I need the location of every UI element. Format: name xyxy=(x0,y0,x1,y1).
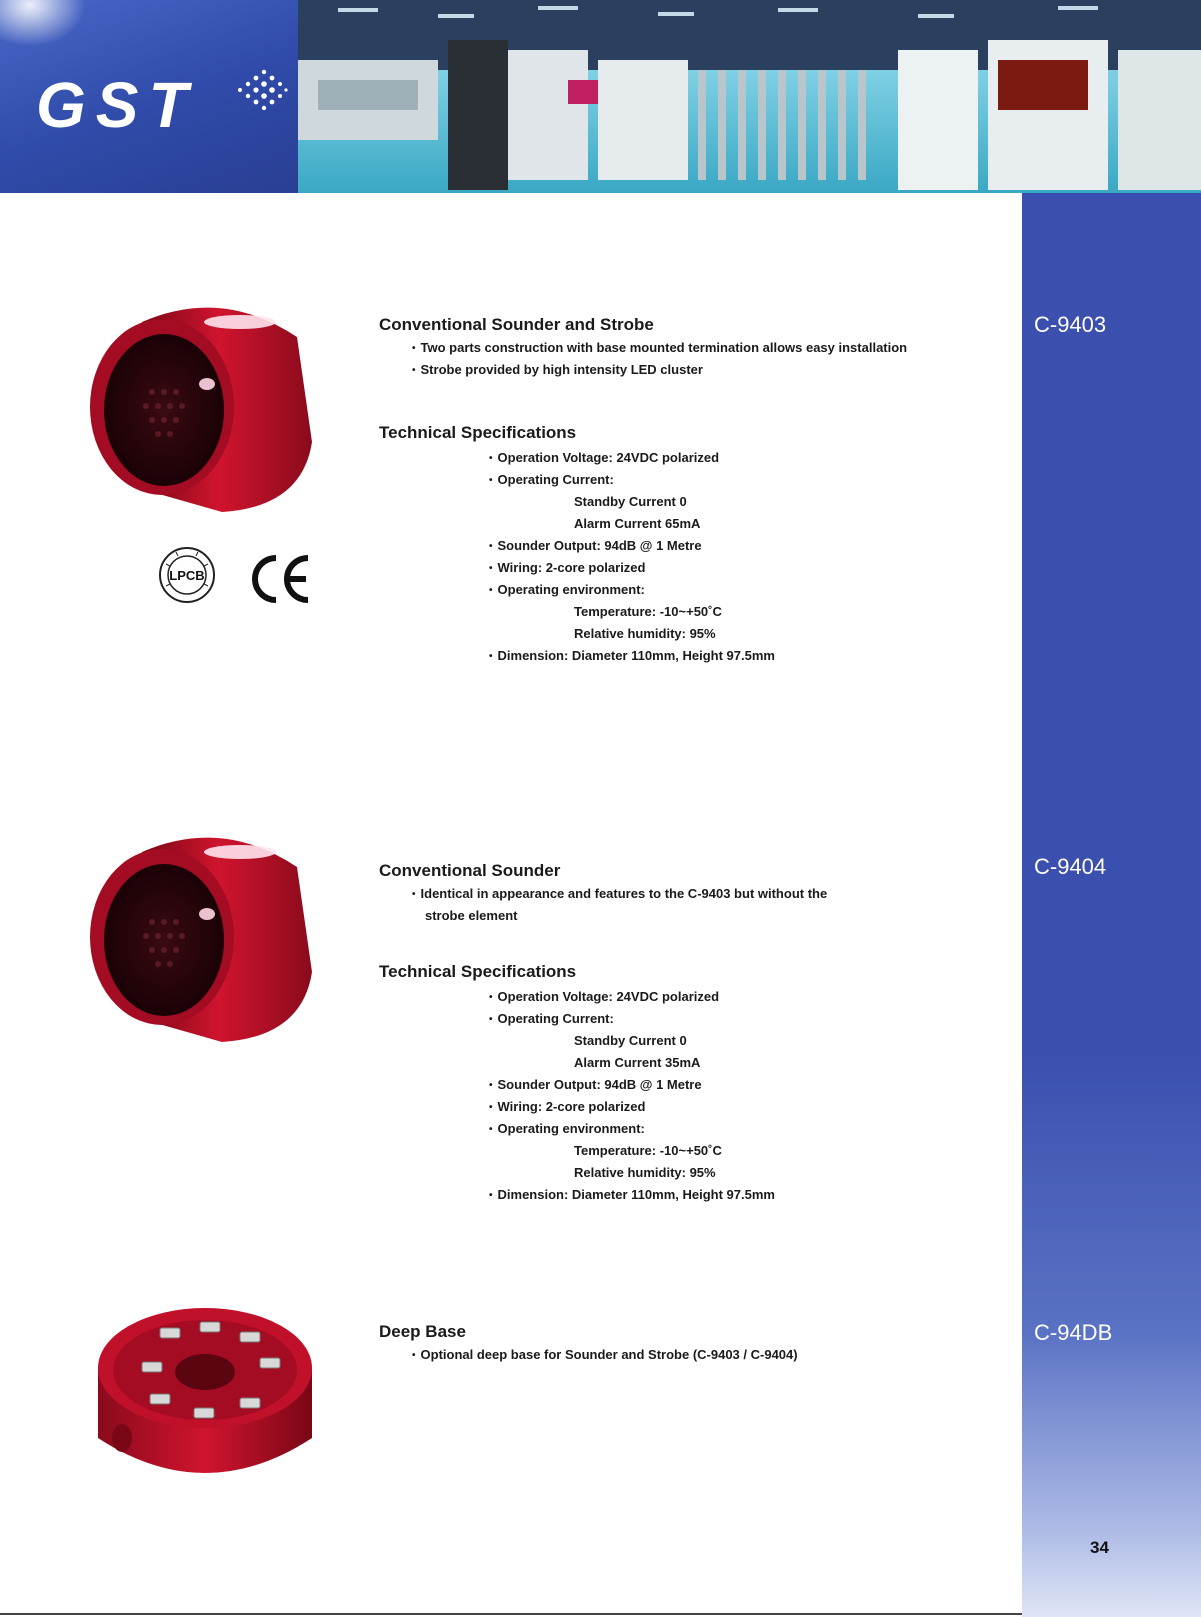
spec-title-c9404: Technical Specifications xyxy=(379,962,577,981)
page-number: 34 xyxy=(1090,1538,1109,1557)
feature-item: • Two parts construction with base mounted termination allows easy installation xyxy=(412,340,908,355)
spec-voltage: • Operation Voltage: 24VDC polarized xyxy=(489,989,720,1004)
gst-logo: GST xyxy=(36,69,198,141)
right-sidebar xyxy=(1022,193,1201,1617)
feature-item: • Strobe provided by high intensity LED cluster xyxy=(412,362,703,377)
spec-dimension: • Dimension: Diameter 110mm, Height 97.5mm xyxy=(489,648,775,663)
sounder-image xyxy=(82,822,322,1052)
svg-text:LPCB: LPCB xyxy=(169,568,205,583)
spec-title-c9403: Technical Specifications xyxy=(379,423,577,442)
feature-item: • Optional deep base for Sounder and Strobe (C-9403 / C-9404) xyxy=(412,1347,798,1362)
page-bottom-rule xyxy=(0,1613,1022,1615)
spec-dimension: • Dimension: Diameter 110mm, Height 97.5mm xyxy=(489,1187,775,1202)
spec-wiring: • Wiring: 2-core polarized xyxy=(489,1099,646,1114)
spec-wiring: • Wiring: 2-core polarized xyxy=(489,560,646,575)
spec-standby: Standby Current 0 xyxy=(574,494,687,509)
spec-environment: • Operating environment: xyxy=(489,1121,645,1136)
spec-output: • Sounder Output: 94dB @ 1 Metre xyxy=(489,1077,702,1092)
spec-output: • Sounder Output: 94dB @ 1 Metre xyxy=(489,538,702,553)
sounder-strobe-image xyxy=(82,292,322,522)
spec-environment: • Operating environment: xyxy=(489,582,645,597)
deep-base-image xyxy=(90,1298,320,1493)
product-code-c94db: C-94DB xyxy=(1034,1320,1113,1345)
feature-item: • Identical in appearance and features to the C-9403 but without the xyxy=(412,886,828,901)
spec-temperature: Temperature: -10~+50˚C xyxy=(574,604,722,619)
spec-current: • Operating Current: xyxy=(489,1011,614,1026)
feature-item-continued: strobe element xyxy=(425,908,518,923)
lpcb-certification-icon xyxy=(158,546,216,604)
spec-alarm: Alarm Current 65mA xyxy=(574,516,701,531)
section-title-c9403: Conventional Sounder and Strobe xyxy=(379,315,654,334)
product-code-c9404: C-9404 xyxy=(1034,854,1107,879)
section-title-c94db: Deep Base xyxy=(379,1322,466,1341)
page-header xyxy=(0,0,1201,193)
spec-temperature: Temperature: -10~+50˚C xyxy=(574,1143,722,1158)
spec-humidity: Relative humidity: 95% xyxy=(574,1165,716,1180)
spec-standby: Standby Current 0 xyxy=(574,1033,687,1048)
brand-panel xyxy=(0,0,298,193)
spec-current: • Operating Current: xyxy=(489,472,614,487)
product-code-c9403: C-9403 xyxy=(1034,312,1107,337)
spec-humidity: Relative humidity: 95% xyxy=(574,626,716,641)
logo-dots-icon xyxy=(232,60,292,120)
factory-photo xyxy=(298,0,1201,193)
ce-mark-icon xyxy=(248,552,312,606)
section-title-c9404: Conventional Sounder xyxy=(379,861,561,880)
spec-voltage: • Operation Voltage: 24VDC polarized xyxy=(489,450,720,465)
spec-alarm: Alarm Current 35mA xyxy=(574,1055,701,1070)
